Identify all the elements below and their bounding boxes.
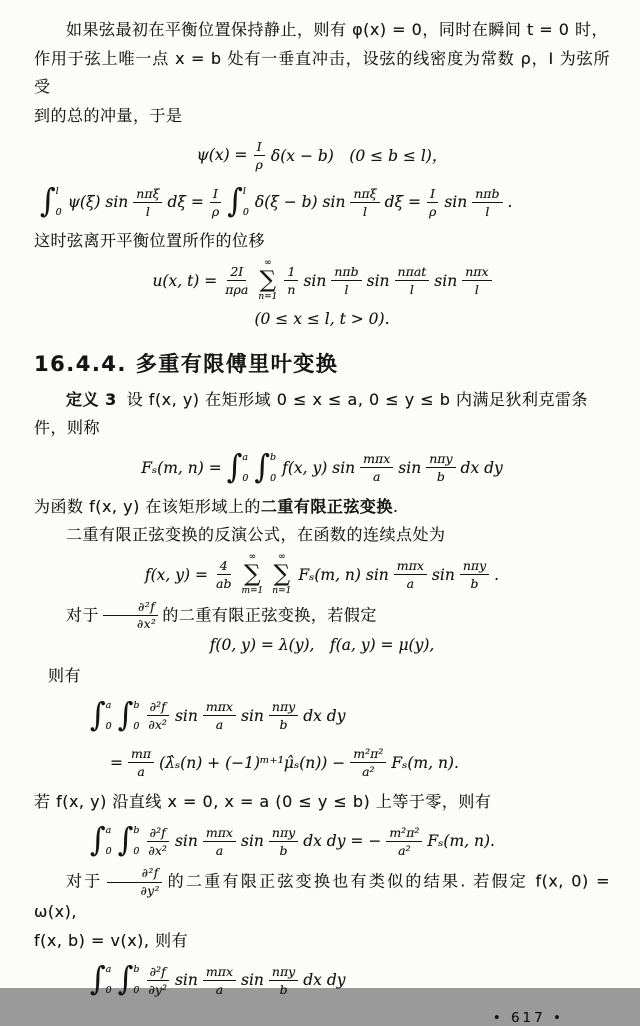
fraction (269, 825, 298, 858)
integral-limits (133, 700, 139, 732)
formula-inversion (34, 553, 610, 597)
fraction-numerator: mπx (360, 451, 393, 468)
formula-displacement-series (34, 259, 610, 303)
integral-upper-limit: l (55, 186, 59, 197)
fraction-denominator: a (215, 981, 224, 997)
integral (117, 960, 141, 999)
math-text: sin (174, 706, 198, 725)
integral-limits (56, 186, 62, 218)
integral-lower-limit: 0 (55, 207, 62, 218)
fraction-denominator: a (215, 842, 224, 858)
fraction-numerator: nπb (331, 264, 361, 281)
paragraph-line: 到的总的冲量，于是 (34, 105, 183, 125)
fraction-numerator: ∂²f (103, 600, 158, 616)
math-text: Fₛ(m, n). (427, 832, 495, 851)
fraction (284, 264, 298, 297)
fraction-numerator: I (210, 186, 221, 203)
fraction-numerator: I (254, 139, 265, 156)
paragraph-inversion-intro: 二重有限正弦变换的反演公式，在函数的连续点处为 (66, 525, 446, 544)
fraction-denominator: ∂y² (140, 883, 160, 898)
fraction-denominator: ρ (255, 156, 263, 172)
fraction-numerator: 1 (284, 264, 298, 281)
fraction (426, 186, 439, 219)
formula-boundary-conditions (34, 629, 610, 659)
fraction-numerator: mπx (203, 964, 236, 981)
math-text: δ(x − b) (0 ≤ b ≤ l)， (270, 147, 448, 165)
integral (226, 448, 250, 486)
integral-lower-limit: 0 (133, 985, 140, 997)
integral-sign: ∫ (226, 448, 243, 486)
paragraph-line: f(x, b) = v(x), 则有 (34, 930, 189, 950)
fraction (394, 558, 427, 591)
formula-displacement-condition (34, 304, 610, 334)
fraction-numerator: 2I (227, 264, 246, 281)
summation-sign: ∑ (244, 561, 261, 587)
integral-upper-limit: l (242, 186, 246, 197)
integral (40, 182, 63, 221)
integral-sign: ∫ (117, 960, 134, 999)
integral (90, 821, 113, 860)
fraction (145, 699, 170, 732)
fraction-denominator: b (436, 469, 445, 484)
fraction-numerator: nπb (472, 186, 502, 203)
text-run: . (392, 496, 399, 516)
math-text: ψ(x) = (196, 146, 248, 164)
paragraph-displacement-intro: 这时弦离开平衡位置所作的位移 (34, 231, 266, 250)
page-number: • 617 • (492, 1010, 564, 1026)
math-text: dx dy (303, 971, 346, 990)
math-text: Fₛ(m, n) sin (298, 565, 389, 584)
fraction-numerator: nπat (395, 264, 430, 281)
fraction-numerator: nπy (426, 451, 455, 468)
integral-lower-limit: 0 (133, 720, 140, 732)
fraction-denominator: b (279, 981, 288, 997)
math-text: δ(ξ − b) sin (254, 193, 346, 211)
math-text: dx dy = − (303, 832, 382, 851)
fraction-denominator: a (215, 717, 224, 733)
fraction (203, 825, 236, 858)
integral-limits (242, 452, 248, 484)
math-text: Fₛ(m, n). (391, 753, 459, 772)
math-text: dx dy (303, 706, 346, 725)
integral-sign: ∫ (117, 696, 134, 735)
fraction (360, 451, 393, 484)
definition-body: 设 f(x, y) 在矩形域 0 ≤ x ≤ a, 0 ≤ y ≤ b 内满足狄利克雷条 (126, 389, 589, 409)
label-then-have: 则有 (48, 666, 82, 686)
paragraph-line (34, 386, 610, 415)
integral-sign: ∫ (90, 696, 106, 735)
math-text: ψ(ξ) sin (67, 193, 129, 211)
formula-sine-transform-of-psi (34, 180, 610, 224)
fraction-numerator: nπy (460, 558, 489, 575)
math-text: sin (174, 971, 198, 990)
integral-upper-limit: a (105, 699, 112, 711)
paragraph-line: 作用于弦上唯一点 x = b 处有一垂直冲击，设弦的线密度为常数 ρ，I 为弦所受 (34, 48, 610, 96)
math-text: sin (398, 458, 422, 477)
fraction-denominator: ρ (428, 203, 437, 219)
fraction (386, 825, 422, 858)
fraction (222, 264, 251, 297)
formula-double-sine-transform (34, 446, 610, 490)
math-text: sin (431, 565, 455, 584)
formula-dyy-transform (34, 958, 610, 1002)
formula-dxx-transform-line1 (34, 694, 610, 738)
math-text: sin (434, 271, 458, 290)
fraction (102, 600, 159, 632)
integral-upper-limit: a (105, 825, 112, 837)
fraction-denominator: b (470, 576, 479, 591)
fraction-numerator: I (427, 186, 438, 203)
fraction-denominator: a² (398, 842, 411, 858)
summation (272, 553, 291, 596)
math-text: sin (240, 706, 264, 725)
math-text: = (110, 753, 123, 772)
fraction-denominator: ∂y² (148, 981, 167, 997)
text-run: 为函数 f(x, y) 在该矩形域上的 (34, 496, 261, 516)
math-text: dξ = (167, 193, 204, 211)
fraction-numerator: nπy (269, 699, 298, 716)
fraction-numerator: m²π² (350, 746, 386, 763)
summation-sign: ∑ (273, 561, 291, 587)
math-text: sin (174, 832, 198, 851)
integral-lower-limit: 0 (242, 207, 249, 218)
math-text: . (494, 565, 500, 584)
math-text: sin (303, 271, 327, 290)
fraction-denominator: ρ (211, 203, 220, 219)
fraction-numerator: mπx (394, 558, 427, 575)
fraction-denominator: πρa (225, 282, 249, 297)
integral-upper-limit: b (133, 825, 140, 837)
fraction-denominator: ∂x² (148, 717, 167, 733)
integral (90, 696, 113, 735)
integral-sign: ∫ (90, 821, 106, 860)
integral-upper-limit: b (133, 699, 140, 711)
integral-lower-limit: 0 (133, 846, 140, 858)
integral (117, 821, 141, 860)
summation-upper-limit: ∞ (248, 552, 257, 562)
text-run-bold: 二重有限正弦变换 (260, 496, 393, 516)
fraction (128, 746, 154, 779)
math-text: sin (241, 971, 264, 990)
integral-limits (106, 700, 112, 732)
fraction-numerator: ∂²f (147, 964, 169, 981)
fraction (350, 746, 386, 779)
math-text: f(x, y) = (144, 565, 208, 584)
integral-sign: ∫ (40, 182, 56, 221)
paragraph-transform-name (34, 493, 610, 522)
paragraph-zero-boundary: 若 f(x, y) 沿直线 x = 0, x = a (0 ≤ y ≤ b) 上等于零，则有 (34, 791, 492, 811)
math-text: (λ̂ₛ(n) + (−1)ᵐ⁺¹μ̂ₛ(n)) − (159, 753, 346, 772)
paragraph-impulse-setup (34, 16, 610, 130)
fraction (472, 186, 502, 219)
summation-sign: ∑ (259, 267, 277, 293)
fraction-denominator: ab (216, 576, 232, 591)
fraction-denominator: l (344, 282, 349, 297)
text-run: 的二重有限正弦变换，若假定 (162, 604, 377, 624)
integral-sign: ∫ (227, 182, 243, 221)
section-heading: 16.4.4. 多重有限傅里叶变换 (34, 351, 339, 376)
fraction-numerator: nπy (269, 825, 298, 842)
formula-dxx-transform-line2 (34, 741, 610, 785)
integral-limits (133, 825, 139, 857)
fraction (106, 866, 163, 898)
integral-lower-limit: 0 (105, 985, 112, 997)
math-text: . (507, 193, 513, 211)
integral-lower-limit: 0 (242, 472, 249, 484)
integral-sign: ∫ (117, 821, 134, 860)
fraction (253, 139, 266, 172)
fraction-numerator: ∂²f (107, 866, 162, 882)
fraction-numerator: mπx (203, 825, 236, 842)
paragraph-dxx-intro (34, 600, 610, 632)
fraction-denominator: a (137, 764, 145, 780)
integral-limits (106, 825, 112, 857)
integral-upper-limit: a (242, 451, 249, 463)
fraction-denominator: l (145, 203, 150, 219)
integral (254, 448, 277, 486)
fraction-denominator: a (406, 576, 415, 591)
paragraph-line: 如果弦最初在平衡位置保持静止，则有 φ(x) = 0，同时在瞬间 t = 0 时， (66, 20, 609, 39)
math-text: f(x, y) sin (282, 458, 356, 477)
summation (258, 259, 277, 302)
paragraph-line (34, 866, 610, 926)
fraction (331, 264, 361, 297)
text-run: 对于 (66, 871, 103, 891)
integral-limits (243, 186, 249, 218)
fraction (213, 558, 234, 591)
fraction-denominator: b (279, 842, 288, 858)
fraction (269, 964, 298, 997)
paragraph-definition-3 (34, 386, 610, 443)
integral-limits (133, 964, 139, 996)
fraction (209, 186, 222, 219)
math-text: sin (444, 193, 468, 211)
math-text: Fₛ(m, n) = (141, 458, 222, 477)
fraction (460, 558, 489, 591)
fraction-denominator: a² (362, 764, 375, 780)
fraction (269, 699, 298, 732)
summation (241, 553, 263, 596)
integral-upper-limit: b (270, 451, 277, 463)
math-text: sin (366, 271, 390, 290)
fraction-numerator: nπx (462, 264, 491, 281)
math-text: (0 ≤ x ≤ l, t > 0). (254, 309, 390, 328)
fraction-denominator: a (372, 469, 381, 484)
fraction (350, 186, 379, 219)
integral (227, 182, 250, 221)
fraction-denominator: ∂x² (148, 842, 167, 858)
fraction-numerator: ∂²f (147, 825, 169, 842)
summation-lower-limit: m=1 (241, 586, 264, 596)
integral-upper-limit: b (133, 964, 140, 976)
fraction-numerator: nπξ (350, 186, 379, 203)
integral (90, 960, 113, 999)
math-text: sin (240, 832, 264, 851)
paragraph-line: 件，则称 (34, 418, 101, 437)
fraction (426, 451, 455, 484)
fraction (462, 264, 491, 297)
paragraph-dyy-intro (34, 866, 610, 955)
math-text: u(x, t) = (152, 271, 218, 290)
integral-lower-limit: 0 (105, 720, 112, 732)
integral-lower-limit: 0 (105, 846, 112, 858)
summation-upper-limit: ∞ (278, 552, 286, 562)
fraction-numerator: mπ (128, 746, 154, 763)
integral-lower-limit: 0 (270, 472, 277, 484)
fraction (145, 825, 170, 858)
fraction-denominator: l (485, 203, 490, 219)
fraction (145, 964, 170, 997)
fraction-denominator: l (363, 203, 368, 219)
integral-sign: ∫ (254, 448, 271, 486)
fraction (203, 964, 236, 997)
fraction-denominator: b (279, 717, 288, 733)
fraction-numerator: 4 (217, 558, 231, 575)
text-run: 的二重有限正弦变换也有类似的结果. 若假定 f(x, 0) = ω(x), (34, 871, 610, 922)
formula-dxx-zero-boundary (34, 819, 610, 863)
fraction-numerator: m²π² (386, 825, 422, 842)
fraction-numerator: mπx (203, 699, 236, 716)
fraction-denominator: l (409, 282, 414, 297)
fraction-denominator: ∂x² (137, 616, 157, 631)
fraction (133, 186, 162, 219)
text-run: 对于 (66, 604, 100, 624)
summation-lower-limit: n=1 (258, 292, 278, 302)
fraction-denominator: l (474, 282, 479, 297)
integral-sign: ∫ (90, 960, 106, 999)
integral-limits (270, 452, 276, 484)
fraction-denominator: n (287, 282, 296, 297)
summation-upper-limit: ∞ (264, 258, 272, 268)
summation-lower-limit: n=1 (272, 586, 292, 596)
fraction (395, 264, 430, 297)
fraction-numerator: nπy (269, 964, 298, 981)
formula-psi-definition (34, 133, 610, 177)
definition-label: 定义 3 (66, 389, 117, 409)
math-text: dx dy (460, 458, 503, 477)
math-text: dξ = (384, 193, 421, 211)
integral (117, 696, 141, 735)
fraction-numerator: nπξ (133, 186, 162, 203)
math-text: f(0, y) = λ(y), f(a, y) = μ(y), (209, 636, 435, 655)
integral-upper-limit: a (105, 964, 112, 976)
fraction (203, 699, 236, 732)
integral-limits (106, 964, 112, 996)
fraction-numerator: ∂²f (147, 699, 169, 716)
